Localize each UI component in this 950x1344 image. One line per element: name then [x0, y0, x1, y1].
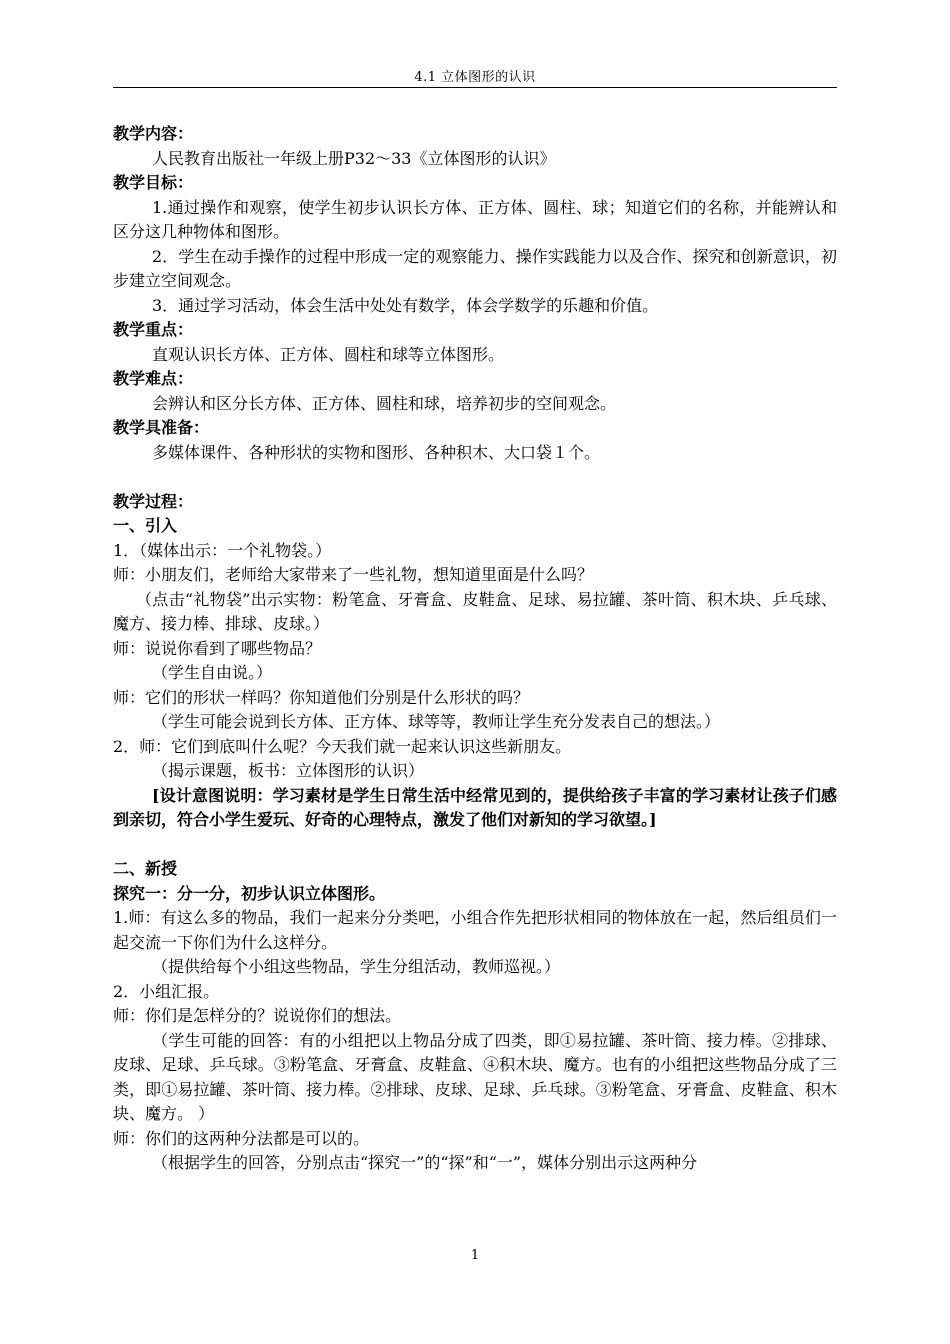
- design-note: [设计意图说明：学习素材是学生日常生活中经常见到的，提供给孩子丰富的学习素材让孩子们感到亲切，符合小学生爱玩、好奇的心理特点，激发了他们对新知的学习欲望。]: [113, 785, 837, 829]
- blank-line: [113, 465, 837, 490]
- part1-line: 师：说说你看到了哪些物品？: [113, 638, 322, 658]
- part1-line: （揭示课题，板书：立体图形的认识）: [152, 761, 425, 780]
- explore-one-heading: 探究一：分一分，初步认识立体图形。: [113, 883, 386, 903]
- part2-line: 1.师：有这么多的物品，我们一起来分分类吧，小组合作先把形状相同的物体放在一起，然后组员们一起交流一下你们为什么这样分。: [113, 908, 837, 952]
- key-point-text: 直观认识长方体、正方体、圆柱和球等立体图形。: [152, 344, 505, 364]
- part1-line: 师：它们的形状一样吗？你知道他们分别是什么形状的吗？: [113, 687, 530, 707]
- part1-heading: 一、引入: [113, 516, 178, 535]
- goal-item: 3．通过学习活动，体会生活中处处有数学，体会学数学的乐趣和价值。: [152, 295, 659, 315]
- goal-item: 2．学生在动手操作的过程中形成一定的观察能力、操作实践能力以及合作、探究和创新意识，初步建立空间观念。: [113, 246, 837, 290]
- goal-item: 1.通过操作和观察，使学生初步认识长方体、正方体、圆柱、球；知道它们的名称，并能辨认和区分这几种物体和图形。: [113, 197, 837, 241]
- part1-line: 2．师：它们到底叫什么呢？今天我们就一起来认识这些新朋友。: [113, 736, 572, 756]
- page-number: 1: [470, 1248, 480, 1263]
- header-divider: [113, 87, 837, 88]
- part2-line: （提供给每个小组这些物品，学生分组活动，教师巡视。）: [152, 957, 561, 976]
- document-body: [113, 122, 837, 1176]
- difficult-point-heading: 教学难点：: [113, 369, 194, 388]
- part1-line: （学生可能会说到长方体、正方体、球等等，教师让学生充分发表自己的想法。）: [152, 712, 721, 731]
- teaching-content-heading: 教学内容：: [113, 124, 194, 143]
- part1-line: （点击“礼物袋”出示实物：粉笔盒、牙膏盒、皮鞋盒、足球、易拉罐、茶叶筒、积木块、乒乓球、魔方、接力棒、排球、皮球。）: [113, 589, 837, 633]
- blank-line: [113, 833, 837, 858]
- difficult-point-text: 会辨认和区分长方体、正方体、圆柱和球，培养初步的空间观念。: [152, 393, 617, 413]
- part2-heading: 二、新授: [113, 859, 178, 878]
- page-header-title: 4.1 立体图形的认识: [414, 70, 536, 85]
- part1-line: （学生自由说。）: [152, 663, 273, 682]
- part2-line: 2．小组汇报。: [113, 981, 220, 1001]
- teaching-content-text: 人民教育出版社一年级上册P32～33《立体图形的认识》: [152, 148, 556, 168]
- key-point-heading: 教学重点：: [113, 320, 194, 339]
- teaching-goals-heading: 教学目标：: [113, 173, 194, 192]
- teaching-tools-text: 多媒体课件、各种形状的实物和图形、各种积木、大口袋１个。: [152, 442, 601, 462]
- teaching-tools-heading: 教学具准备：: [113, 418, 210, 437]
- part2-line: （根据学生的回答，分别点击“探究一”的“探”和“一”，媒体分别出示这两种分: [152, 1153, 698, 1172]
- part2-line: 师：你们的这两种分法都是可以的。: [113, 1128, 370, 1148]
- process-heading: 教学过程：: [113, 491, 194, 511]
- part1-line: 1．（媒体出示：一个礼物袋。）: [113, 540, 332, 560]
- part2-line: （学生可能的回答：有的小组把以上物品分成了四类，即①易拉罐、茶叶筒、接力棒。②排球、皮球、足球、乒乓球。③粉笔盒、牙膏盒、皮鞋盒、④积木块、魔方。也有的小组把这些物品分成了三类，即①易拉罐、茶叶筒、接力棒。②排球、皮球、足球、乒乓球。③粉笔盒、牙膏盒、皮鞋盒、积木块、魔方。 ）: [113, 1030, 837, 1123]
- part2-line: 师：你们是怎样分的？说说你们的想法。: [113, 1006, 402, 1025]
- part1-line: 师：小朋友们，老师给大家带来了一些礼物，想知道里面是什么吗？: [113, 565, 594, 584]
